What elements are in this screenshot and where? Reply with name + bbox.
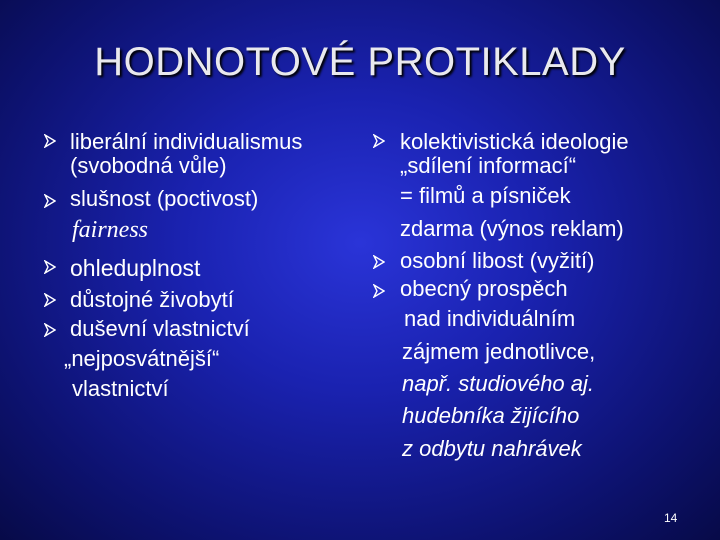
right-item-3-line-6: z odbytu nahrávek	[402, 436, 582, 461]
arrowhead-bullet-icon	[44, 293, 56, 307]
right-item-1-line-1: kolektivistická ideologie	[400, 129, 629, 154]
right-item-1-line-2: „sdílení informací“	[400, 153, 577, 178]
right-item-1-line-3: = filmů a písniček	[400, 183, 571, 208]
right-item-3-line-5: hudebníka žijícího	[402, 403, 580, 428]
left-item-1-line-2: (svobodná vůle)	[70, 153, 227, 178]
arrowhead-bullet-icon	[44, 134, 56, 148]
left-item-1-line-1: liberální individualismus	[70, 129, 303, 154]
right-item-2: osobní libost (vyžití)	[400, 248, 595, 273]
right-item-3-line-1: obecný prospěch	[400, 276, 568, 301]
left-item-5-line-1: duševní vlastnictví	[70, 316, 250, 341]
right-item-1-line-4: zdarma (výnos reklam)	[400, 216, 624, 241]
page-number: 14	[664, 511, 678, 525]
left-item-5-line-3: vlastnictví	[72, 376, 169, 401]
arrowhead-bullet-icon	[373, 134, 385, 148]
left-item-3: ohleduplnost	[70, 255, 201, 281]
right-item-3-line-2: nad individuálním	[404, 306, 576, 331]
arrowhead-bullet-icon	[373, 255, 385, 269]
left-item-4: důstojné živobytí	[70, 287, 234, 312]
left-item-2: slušnost (poctivost)	[70, 186, 259, 211]
left-item-5-line-2: „nejposvátnější“	[64, 346, 220, 371]
arrowhead-bullet-icon	[44, 194, 56, 208]
right-item-3-line-3: zájmem jednotlivce,	[402, 339, 596, 364]
left-item-2-extra: fairness	[72, 217, 149, 243]
arrowhead-bullet-icon	[373, 284, 385, 298]
slide-title: HODNOTOVÉ PROTIKLADY	[94, 40, 626, 84]
arrowhead-bullet-icon	[44, 260, 56, 274]
right-item-3-line-4: např. studiového aj.	[402, 371, 595, 396]
arrowhead-bullet-icon	[44, 323, 56, 337]
